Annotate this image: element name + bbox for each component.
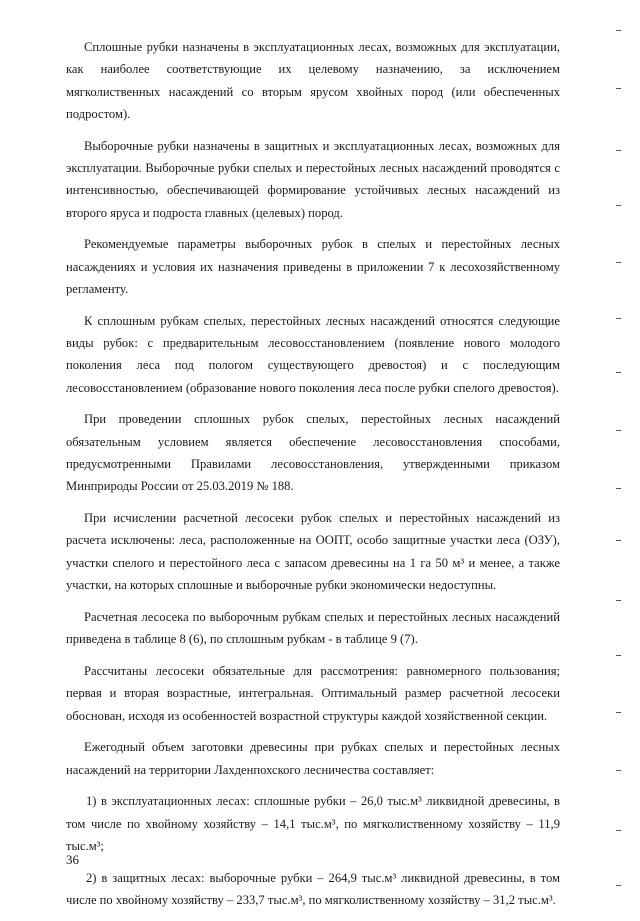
- list-item-exploitation-forests: 1) в эксплуатационных лесах: сплошные рубки – 26,0 тыс.м³ ликвидной древесины, в том числе по хвойному хозяйству – 14,1 тыс.м³, по мягколиственному хозяйству – 11,9 тыс.м³;: [66, 794, 560, 853]
- paragraph-clearcut-types: К сплошным рубкам спелых, перестойных лесных насаждений относятся следующие виды рубок: с предварительным лесовосстановлением (появление нового молодого поколения леса под пологом существующего древостоя) и с последующим лесовосстановлением (образование нового поколения леса после рубки спелого древостоя).: [66, 313, 560, 395]
- paragraph-table-reference: Расчетная лесосека по выборочным рубкам спелых и перестойных лесных насаждений приведена в таблице 8 (6), по сплошным рубкам - в таблице 9 (7).: [66, 609, 560, 647]
- page-number: 36: [66, 852, 79, 867]
- list-item-protective-forests: 2) в защитных лесах: выборочные рубки – 264,9 тыс.м³ ликвидной древесины, в том числе по хвойному хозяйству – 233,7 тыс.м³, по мягколиственному хозяйству – 31,2 тыс.м³.: [66, 870, 560, 908]
- paragraph-reforestation-condition: При проведении сплошных рубок спелых, перестойных лесных насаждений обязательным условием является обеспечение лесовосстановления способами, предусмотренными Правилами лесовосстановления, утвержденными приказом Минприроды России от 25.03.2019 № 188.: [66, 412, 560, 494]
- document-body: [66, 36, 560, 921]
- paragraph-cutting-areas: Рассчитаны лесосеки обязательные для рассмотрения: равномерного пользования; первая и вторая возрастные, интегральная. Оптимальный размер расчетной лесосеки обоснован, исходя из особенностей возрастной структуры каждой хозяйственной секции.: [66, 663, 560, 723]
- paragraph-annual-volume: Ежегодный объем заготовки древесины при рубках спелых и перестойных лесных насаждений на территории Лахденпохского лесничества составляет:: [66, 740, 560, 777]
- paragraph-selective-assignment: Выборочные рубки назначены в защитных и эксплуатационных лесах, возможных для эксплуатации. Выборочные рубки спелых и перестойных лесных насаждений проводятся с интенсивностью, обеспечивающей формирование устойчивых лесных насаждений из второго яруса и подроста главных (целевых) пород.: [66, 138, 560, 220]
- paragraph-recommended-parameters: Рекомендуемые параметры выборочных рубок в спелых и перестойных лесных насаждениях и условия их назначения приведены в приложении 7 к лесохозяйственному регламенту.: [66, 237, 560, 296]
- paragraph-clearcut-assignment: Сплошные рубки назначены в эксплуатационных лесах, возможных для эксплуатации, как наиболее соответствующие их целевому назначению, за исключением мягколиственных насаждений со вторым ярусом хвойных пород (или обеспеченных подростом).: [66, 40, 560, 121]
- paragraph-calculation-exclusions: При исчислении расчетной лесосеки рубок спелых и перестойных насаждений из расчета исключены: леса, расположенные на ООПТ, особо защитные участки леса (ОЗУ), участки спелого и перестойного леса с запасом древесины на 1 га 50 м³ и менее, а также участки, на которых сплошные и выборочные рубки экономически недоступны.: [66, 511, 560, 593]
- scan-edge-marks: [616, 0, 626, 905]
